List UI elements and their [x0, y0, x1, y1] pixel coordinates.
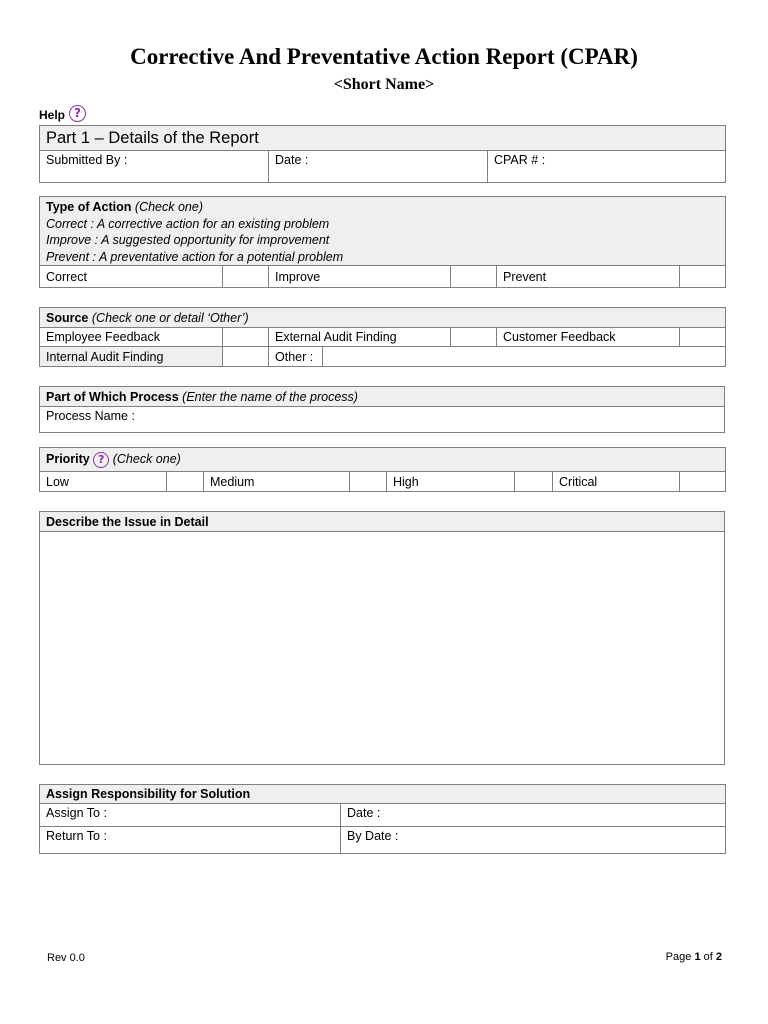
high-checkbox[interactable] — [515, 472, 553, 492]
correct-description: Correct : A corrective action for an existing problem — [46, 216, 330, 231]
process-title: Part of Which Process — [46, 389, 179, 404]
issue-title: Describe the Issue in Detail — [46, 514, 209, 529]
responsibility-header — [40, 785, 726, 804]
prevent-checkbox[interactable] — [680, 266, 726, 288]
return-to-label: Return To : — [46, 829, 107, 843]
process-name-label: Process Name : — [46, 409, 135, 423]
issue-description-field[interactable] — [40, 532, 725, 765]
prevent-option-label: Prevent — [497, 266, 680, 288]
internal-audit-checkbox[interactable] — [223, 347, 269, 367]
process-hint: (Enter the name of the process) — [182, 389, 358, 404]
source-table — [39, 307, 726, 367]
priority-hint: (Check one) — [112, 451, 181, 466]
priority-title: Priority — [46, 451, 90, 466]
customer-feedback-label: Customer Feedback — [497, 328, 680, 347]
improve-description: Improve : A suggested opportunity for improvement — [46, 233, 330, 247]
source-title: Source — [46, 310, 89, 325]
improve-option-label: Improve — [269, 266, 451, 288]
page-of: of — [703, 951, 713, 963]
medium-option-label: Medium — [204, 472, 350, 492]
help-link[interactable] — [39, 102, 86, 122]
assign-date-field[interactable] — [341, 804, 726, 827]
page-total: 2 — [715, 951, 722, 963]
internal-audit-label: Internal Audit Finding — [40, 347, 223, 367]
critical-checkbox[interactable] — [680, 472, 726, 492]
external-audit-label: External Audit Finding — [269, 328, 451, 347]
return-to-field[interactable] — [40, 827, 341, 854]
prevent-description: Prevent : A preventative action for a potential problem — [46, 249, 344, 264]
help-label: Help — [39, 108, 66, 122]
high-option-label: High — [387, 472, 515, 492]
document-title: Corrective And Preventative Action Report (CPAR) — [130, 44, 638, 69]
employee-feedback-label: Employee Feedback — [40, 328, 223, 347]
priority-table — [39, 447, 726, 492]
part1-header — [40, 126, 726, 151]
part1-title: Part 1 – Details of the Report — [46, 128, 259, 147]
external-audit-checkbox[interactable] — [451, 328, 497, 347]
assign-to-label: Assign To : — [46, 806, 107, 820]
medium-checkbox[interactable] — [350, 472, 387, 492]
issue-table — [39, 511, 725, 765]
cpar-number-field[interactable] — [488, 151, 726, 183]
improve-checkbox[interactable] — [451, 266, 497, 288]
type-of-action-header — [40, 197, 726, 266]
report-date-label: Date : — [275, 153, 309, 167]
correct-checkbox[interactable] — [223, 266, 269, 288]
document-subtitle: <Short Name> — [333, 76, 435, 93]
question-circle-icon[interactable]: ? — [93, 452, 109, 468]
page-number — [666, 951, 722, 963]
critical-option-label: Critical — [553, 472, 680, 492]
type-of-action-title: Type of Action — [46, 200, 132, 214]
assign-to-field[interactable] — [40, 804, 341, 827]
process-table — [39, 386, 725, 433]
responsibility-table — [39, 784, 726, 854]
assign-date-label: Date : — [347, 806, 381, 820]
source-header — [40, 308, 726, 328]
low-checkbox[interactable] — [167, 472, 204, 492]
correct-option-label: Correct — [40, 266, 223, 288]
by-date-field[interactable] — [341, 827, 726, 854]
other-source-field[interactable] — [323, 347, 726, 367]
by-date-label: By Date : — [347, 829, 399, 843]
process-header — [40, 387, 725, 407]
low-option-label: Low — [40, 472, 167, 492]
issue-header — [40, 512, 725, 532]
cpar-number-label: CPAR # : — [494, 153, 546, 167]
submitted-by-label: Submitted By : — [46, 153, 128, 167]
question-circle-icon[interactable]: ? — [69, 105, 86, 122]
page-current: 1 — [694, 951, 701, 963]
employee-feedback-checkbox[interactable] — [223, 328, 269, 347]
customer-feedback-checkbox[interactable] — [680, 328, 726, 347]
report-date-field[interactable] — [269, 151, 488, 183]
type-of-action-hint: (Check one) — [134, 200, 203, 214]
source-hint: (Check one or detail ‘Other’) — [91, 310, 249, 325]
part1-details-table — [39, 125, 726, 183]
revision-label: Rev 0.0 — [47, 952, 85, 964]
type-of-action-table — [39, 196, 726, 288]
priority-header — [40, 448, 726, 472]
other-label: Other : — [269, 347, 323, 367]
process-name-field[interactable] — [40, 407, 725, 433]
page-prefix: Page — [665, 951, 692, 963]
submitted-by-field[interactable] — [40, 151, 269, 183]
responsibility-title: Assign Responsibility for Solution — [46, 787, 251, 801]
